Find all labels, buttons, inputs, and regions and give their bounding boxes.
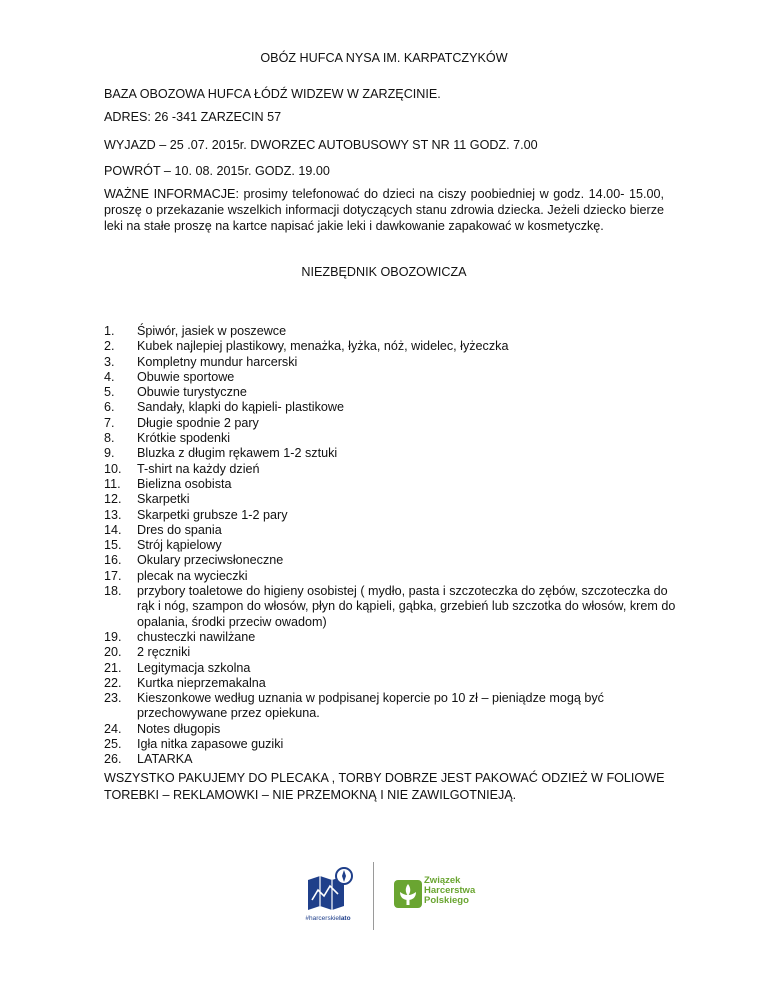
checklist-item-number: 12.: [104, 492, 122, 507]
checklist-item: [104, 462, 684, 477]
packing-note-line-2: TOREBKI – REKLAMOWKI – NIE PRZEMOKNĄ I NIE ZAWILGOTNIEJĄ.: [104, 788, 517, 802]
checklist-item-text: Bluzka z długim rękawem 1-2 sztuki: [137, 446, 338, 461]
checklist-item-number: 16.: [104, 553, 122, 568]
checklist-item: [104, 416, 684, 431]
checklist-item: [104, 676, 684, 691]
checklist-item-number: 22.: [104, 675, 122, 690]
zhp-lily-logo: [394, 880, 422, 908]
checklist-item-text: Dres do spania: [137, 522, 222, 537]
checklist-item: [104, 752, 684, 767]
checklist-item-number: 9.: [104, 446, 115, 461]
checklist-item-number: 2.: [104, 339, 115, 354]
checklist-item-text: chusteczki nawilżane: [137, 629, 256, 644]
logo-divider: [373, 862, 374, 930]
checklist-item-text: Obuwie sportowe: [137, 369, 235, 384]
checklist-item-number: 15.: [104, 538, 122, 553]
checklist-item: [104, 477, 684, 492]
checklist-item-text: Notes długopis: [137, 721, 221, 736]
checklist-item: [104, 324, 684, 339]
hashtag-label: #harcerskielato: [305, 915, 351, 922]
checklist-item-text: Długie spodnie 2 pary: [137, 415, 259, 430]
packing-note-line-1: WSZYSTKO PAKUJEMY DO PLECAKA , TORBY DOBRZE JEST PAKOWAĆ ODZIEŻ W FOLIOWE: [104, 771, 665, 785]
checklist-item: [104, 538, 684, 553]
checklist-item-text: T-shirt na każdy dzień: [137, 461, 260, 476]
checklist-item-text: Strój kąpielowy: [137, 538, 222, 553]
checklist-item: [104, 385, 684, 400]
checklist-item-number: 17.: [104, 568, 122, 583]
checklist-item-text: Krótkie spodenki: [137, 431, 231, 446]
checklist-item-text: Igła nitka zapasowe guziki: [137, 737, 284, 752]
checklist-item-number: 1.: [104, 324, 115, 338]
checklist-item: [104, 569, 684, 584]
checklist-item-text: Legitymacja szkolna: [137, 660, 251, 675]
checklist-item: [104, 661, 684, 676]
checklist-item-number: 3.: [104, 354, 115, 369]
important-info: WAŻNE INFORMACJE: prosimy telefonować do dzieci na ciszy poobiedniej w godz. 14.00- 15.00, proszę o przekazanie wszelkich informacji dotyczących stanu zdrowia dziecka. Jeżeli dziecko bierze leki na stałe proszę na kartce napisać jakie leki i dawkowanie zapakować w kosmetyczkę.: [104, 187, 664, 233]
checklist-item: [104, 553, 684, 568]
checklist-item: [104, 339, 684, 354]
return-info: POWRÓT – 10. 08. 2015r. GODZ. 19.00: [104, 164, 330, 178]
checklist: [104, 324, 684, 768]
camp-base: BAZA OBOZOWA HUFCA ŁÓDŹ WIDZEW W ZARZĘCINIE.: [104, 87, 441, 101]
checklist-item: [104, 584, 684, 630]
zhp-name: Związek Harcerstwa Polskiego: [424, 875, 476, 906]
checklist-item: [104, 400, 684, 415]
checklist-item-text: Kurtka nieprzemakalna: [137, 675, 266, 690]
checklist-item: [104, 523, 684, 538]
checklist-item: [104, 722, 684, 737]
checklist-item: [104, 645, 684, 660]
checklist-item: [104, 691, 684, 722]
checklist-item-number: 18.: [104, 584, 122, 599]
checklist-item-number: 5.: [104, 385, 115, 400]
checklist-item-number: 10.: [104, 461, 122, 476]
checklist-item-text: Sandały, klapki do kąpieli- plastikowe: [137, 400, 344, 415]
checklist-item-text: przybory toaletowe do higieny osobistej ( mydło, pasta i szczoteczka do zębów, szczoteczka do rąk i nóg, szampon do włosów, płyn do kąpieli, gąbka, grzebień lub szczotka do włosów, krem do opalania, środki przeciw owadom): [137, 584, 676, 629]
checklist-item-text: Kompletny mundur harcerski: [137, 354, 298, 369]
checklist-item-text: Obuwie turystyczne: [137, 385, 247, 400]
checklist-item-number: 25.: [104, 737, 122, 752]
checklist-item-number: 23.: [104, 691, 122, 706]
checklist-item: [104, 446, 684, 461]
checklist-item-text: 2 ręczniki: [137, 645, 191, 660]
camp-address: ADRES: 26 -341 ZARZECIN 57: [104, 110, 282, 124]
checklist-item-number: 4.: [104, 369, 115, 384]
camp-title: OBÓZ HUFCA NYSA IM. KARPATCZYKÓW: [260, 51, 508, 65]
checklist-item-number: 21.: [104, 660, 122, 675]
checklist-item-number: 19.: [104, 629, 122, 644]
checklist-title: NIEZBĘDNIK OBOZOWICZA: [301, 265, 467, 279]
checklist-item-number: 6.: [104, 400, 115, 415]
checklist-item-number: 24.: [104, 721, 122, 736]
checklist-item: [104, 508, 684, 523]
checklist-item-number: 14.: [104, 522, 122, 537]
checklist-item-text: Skarpetki: [137, 492, 190, 507]
checklist-item: [104, 355, 684, 370]
checklist-item: [104, 492, 684, 507]
checklist-item: [104, 370, 684, 385]
checklist-item-text: LATARKA: [137, 752, 193, 767]
checklist-item-text: Skarpetki grubsze 1-2 pary: [137, 507, 288, 522]
harcerskie-lato-map-logo: [302, 866, 356, 914]
checklist-item-number: 11.: [104, 476, 121, 491]
checklist-item-text: Kieszonkowe według uznania w podpisanej kopercie po 10 zł – pieniądze mogą być przechowywane przez opiekuna.: [137, 691, 604, 721]
checklist-item-number: 13.: [104, 507, 122, 522]
checklist-item-number: 8.: [104, 431, 115, 446]
checklist-item-text: Kubek najlepiej plastikowy, menażka, łyżka, nóż, widelec, łyżeczka: [137, 339, 509, 354]
departure-info: WYJAZD – 25 .07. 2015r. DWORZEC AUTOBUSOWY ST NR 11 GODZ. 7.00: [104, 138, 538, 152]
checklist-item-number: 26.: [104, 752, 122, 767]
checklist-item-text: Śpiwór, jasiek w poszewce: [137, 324, 287, 338]
checklist-item: [104, 431, 684, 446]
checklist-item-text: Bielizna osobista: [137, 476, 232, 491]
checklist-item-text: plecak na wycieczki: [137, 568, 248, 583]
checklist-item-text: Okulary przeciwsłoneczne: [137, 553, 284, 568]
checklist-item: [104, 630, 684, 645]
checklist-item-number: 20.: [104, 645, 122, 660]
checklist-item-number: 7.: [104, 415, 115, 430]
checklist-item: [104, 737, 684, 752]
